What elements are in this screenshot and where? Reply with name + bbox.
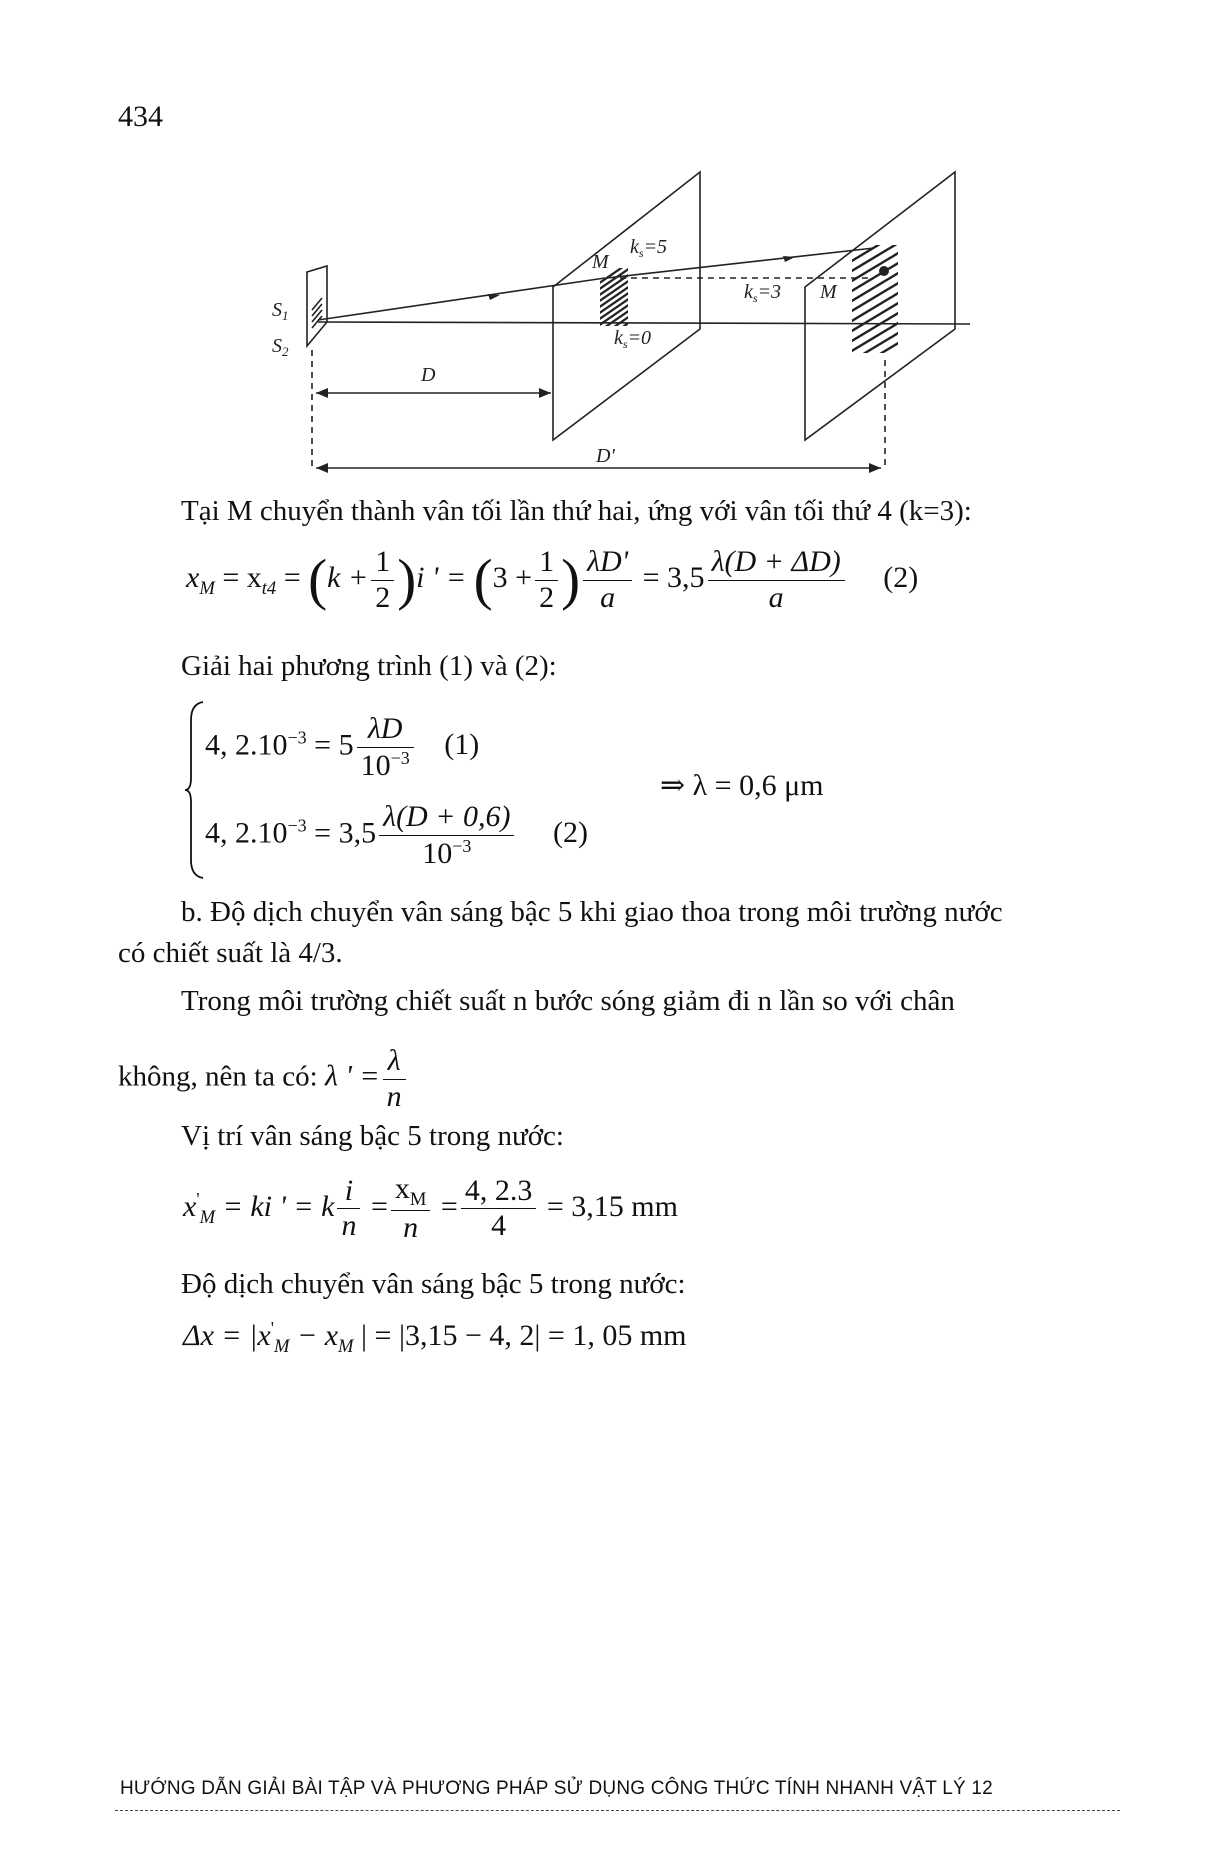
label-d-prime: D': [596, 445, 615, 467]
equation-xm-dark-fringe: $x_M = x_{t4} = (k$ + $\frac{1}{2}$ )i ' = (3 + $\frac{1}{2}$ ) $\frac{\lambda D'}{a}$ = 3,5 $\frac{\lambda(D + \Delta D)}{a}$ (2): [186, 545, 919, 614]
interference-diagram: [250, 140, 970, 475]
text-line-6: không, nên ta có: λ ' = $\frac{\lambda}{n}$: [118, 1044, 409, 1114]
text-line-5: Trong môi trường chiết suất n bước sóng giảm đi n lần so với chân: [181, 985, 955, 1017]
text-line-7: Vị trí vân sáng bậc 5 trong nước:: [181, 1120, 564, 1152]
label-m1: M: [592, 251, 609, 273]
svg-text:S1: $S_1$: [272, 299, 289, 323]
label-d: D: [421, 364, 436, 386]
label-ks5: k: [630, 236, 639, 258]
text-line-8: Độ dịch chuyển vân sáng bậc 5 trong nước:: [181, 1268, 686, 1300]
svg-text:ks=5: $k_s=5$: [630, 236, 668, 260]
equation-tag-2: (2): [883, 560, 919, 594]
system-brace: [183, 700, 205, 880]
screen-2: [805, 172, 955, 440]
svg-text:S2: $S_2$: [272, 335, 289, 359]
label-ks3: k: [744, 281, 753, 303]
label-m2: M: [820, 281, 837, 303]
label-ks0: k: [614, 327, 623, 349]
svg-text:ks=0: $k_s=0$: [614, 327, 652, 351]
text-line-2: Giải hai phương trình (1) và (2):: [181, 650, 557, 682]
label-s2: S: [272, 335, 282, 357]
footer-divider: [115, 1810, 1120, 1811]
page-number: 434: [118, 100, 163, 133]
label-s1: S: [272, 299, 282, 321]
svg-text:ks=3: $k_s=3$: [744, 281, 782, 305]
slit-plate: [307, 266, 327, 346]
footer-title: HƯỚNG DẪN GIẢI BÀI TẬP VÀ PHƯƠNG PHÁP SỬ DỤNG CÔNG THỨC TÍNH NHANH VẬT LÝ 12: [120, 1778, 993, 1799]
text-line-1: Tại M chuyển thành vân tối lần thứ hai, ứng với vân tối thứ 4 (k=3):: [181, 495, 972, 527]
ray-1: [318, 278, 605, 320]
text-line-3: b. Độ dịch chuyển vân sáng bậc 5 khi giao thoa trong môi trường nước: [181, 896, 1003, 928]
system-result: ⇒ λ = 0,6 μm: [660, 769, 824, 802]
system-row-2: 4, $2.10^{-3} = 3,5$ $\frac{\lambda(D + 0,6)}{10^{-3}}$ (2): [205, 800, 588, 870]
system-row-1: 4, $2.10^{-3} = 5$ $\frac{\lambda D}{10^{-3}}$ (1): [205, 712, 480, 782]
text-line-4: có chiết suất là 4/3.: [118, 937, 343, 969]
equation-position-water: $x'_M$ = ki ' = k $\frac{i}{n}$ = $\frac{x_M}{n}$ = $\frac{4, 2.3}{4}$ = 3,15 mm: [183, 1172, 678, 1245]
equation-delta-x: $\Delta x = |x'_M - x_M$ | = |3,15 − 4, 2| = 1, 05 mm: [183, 1318, 687, 1357]
